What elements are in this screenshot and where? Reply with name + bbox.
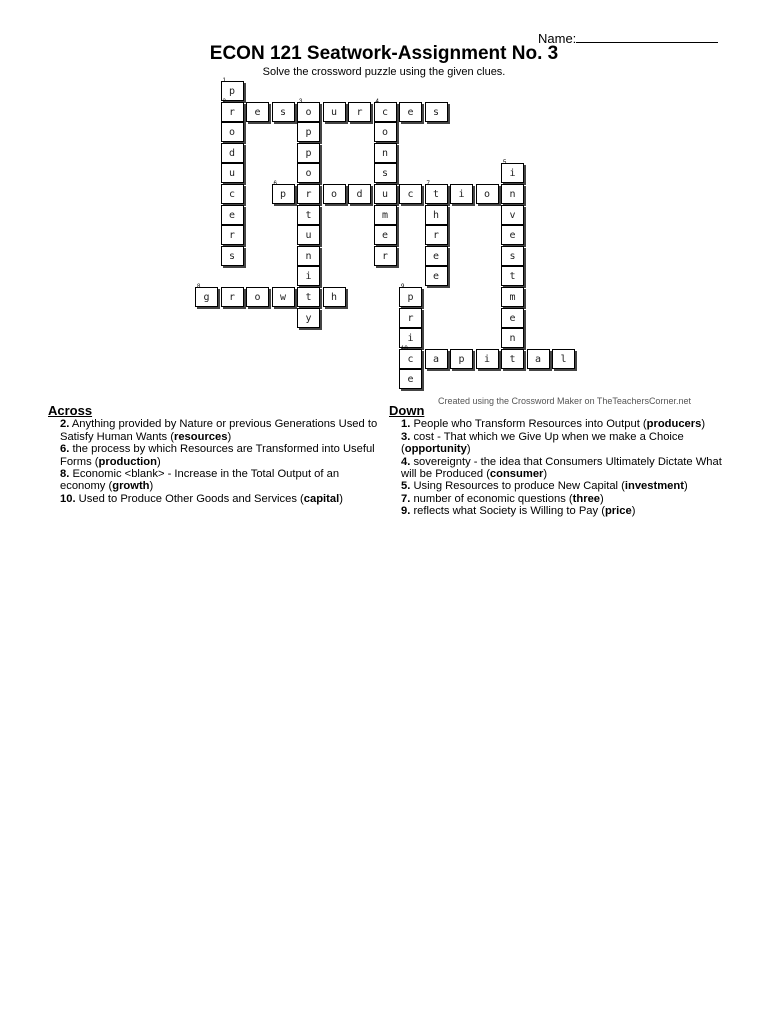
crossword-cell[interactable] bbox=[221, 98, 244, 122]
cell-letter: r bbox=[305, 189, 312, 200]
clue-number: 2 bbox=[222, 98, 226, 105]
crossword-cell[interactable] bbox=[297, 163, 320, 183]
clue-close: ) bbox=[701, 418, 706, 431]
clue-close: ) bbox=[466, 443, 471, 456]
credit-note: Created using the Crossword Maker on TheTeachersCorner.net bbox=[438, 396, 691, 406]
clue-number: 8. bbox=[60, 468, 70, 481]
crossword-cell[interactable] bbox=[297, 225, 320, 245]
cell-letter: s bbox=[228, 250, 236, 262]
cell-letter: o bbox=[305, 106, 312, 118]
crossword-cell[interactable] bbox=[399, 284, 422, 307]
cell-letter: r bbox=[356, 106, 363, 118]
crossword-cell[interactable] bbox=[348, 184, 371, 204]
cell-letter: e bbox=[432, 250, 440, 262]
crossword-cell[interactable] bbox=[195, 284, 218, 307]
crossword-cell[interactable] bbox=[297, 246, 320, 266]
clue-text: sovereignty - the idea that Consumers Ultimately Dictate What will be Produced ( bbox=[401, 455, 722, 481]
crossword-cell[interactable] bbox=[476, 184, 499, 204]
crossword-cell[interactable] bbox=[374, 246, 397, 266]
crossword-cell[interactable] bbox=[297, 266, 320, 286]
crossword-cell[interactable] bbox=[425, 102, 448, 122]
cell-letter: n bbox=[381, 147, 389, 159]
crossword-cell[interactable] bbox=[323, 102, 346, 122]
cell-letter: m bbox=[381, 209, 389, 221]
crossword-cell[interactable] bbox=[221, 163, 244, 183]
clue-number: 1 bbox=[222, 78, 226, 84]
cell-letter: e bbox=[432, 271, 440, 283]
clue-item bbox=[60, 443, 383, 468]
crossword-cell[interactable] bbox=[450, 184, 473, 204]
crossword-cell[interactable] bbox=[272, 181, 295, 204]
down-clue-list bbox=[389, 418, 729, 517]
crossword-cell[interactable] bbox=[425, 349, 448, 369]
cell-letter: c bbox=[407, 189, 414, 200]
crossword-cell[interactable] bbox=[399, 308, 422, 328]
cell-letter: w bbox=[279, 292, 287, 303]
crossword-cell[interactable] bbox=[501, 225, 524, 245]
cell-letter: t bbox=[432, 189, 440, 200]
clue-answer: capital bbox=[303, 492, 340, 505]
crossword-cell[interactable] bbox=[221, 246, 244, 266]
cell-letter: i bbox=[407, 333, 414, 345]
across-clues bbox=[48, 405, 383, 505]
clue-answer: investment bbox=[624, 480, 684, 493]
clue-item bbox=[401, 456, 729, 481]
cell-letter: h bbox=[330, 292, 338, 303]
crossword-cell[interactable] bbox=[501, 184, 524, 204]
cell-letter: g bbox=[203, 292, 210, 303]
clue-text: reflects what Society is Willing to Pay ( bbox=[410, 505, 605, 518]
clue-number: 5. bbox=[401, 480, 411, 493]
crossword-cell[interactable] bbox=[450, 349, 473, 369]
crossword-cell[interactable] bbox=[552, 349, 575, 369]
clue-close: ) bbox=[339, 492, 343, 505]
cell-letter: s bbox=[432, 106, 440, 118]
down-clues bbox=[389, 405, 729, 518]
cell-letter: i bbox=[483, 353, 491, 365]
clue-answer: producers bbox=[646, 418, 702, 431]
page-title: ECON 121 Seatwork-Assignment No. 3 bbox=[209, 43, 559, 64]
cell-letter: o bbox=[330, 189, 338, 200]
cell-letter: u bbox=[381, 189, 389, 200]
name-label: Name: bbox=[538, 31, 577, 46]
cell-letter: d bbox=[356, 189, 363, 200]
clue-item bbox=[401, 431, 729, 456]
clue-close: ) bbox=[149, 480, 154, 493]
clue-item bbox=[401, 505, 729, 517]
cell-letter: p bbox=[305, 127, 312, 139]
crossword-cell[interactable] bbox=[425, 225, 448, 245]
cell-letter: i bbox=[305, 271, 312, 283]
crossword-cell[interactable] bbox=[297, 205, 320, 225]
crossword-cell[interactable] bbox=[272, 102, 295, 122]
cell-letter: y bbox=[305, 312, 312, 324]
cell-letter: e bbox=[228, 209, 236, 221]
cell-letter: o bbox=[305, 168, 312, 180]
crossword-cell[interactable] bbox=[501, 349, 524, 369]
clue-number: 10 bbox=[401, 345, 408, 352]
clue-answer: production bbox=[98, 455, 157, 468]
crossword-cell[interactable] bbox=[501, 160, 524, 183]
crossword-cell[interactable] bbox=[221, 143, 244, 163]
clue-text: Anything provided by Nature or previous Generations Used to Satisfy Human Wants ( bbox=[60, 418, 378, 443]
cell-letter: n bbox=[509, 189, 516, 200]
cell-letter: d bbox=[228, 147, 236, 159]
crossword-cell[interactable] bbox=[425, 181, 448, 204]
cell-letter: s bbox=[279, 106, 287, 118]
cell-letter: e bbox=[381, 230, 389, 242]
crossword-cell[interactable] bbox=[374, 163, 397, 183]
crossword-cell[interactable] bbox=[527, 349, 550, 369]
cell-letter: c bbox=[381, 106, 389, 118]
crossword-cell[interactable] bbox=[374, 205, 397, 225]
clue-number: 4 bbox=[375, 98, 379, 105]
cell-letter: r bbox=[228, 106, 236, 118]
clue-answer: opportunity bbox=[404, 443, 467, 456]
cell-letter: o bbox=[254, 292, 261, 303]
clue-answer: price bbox=[604, 505, 632, 518]
down-heading: Down bbox=[389, 403, 425, 418]
cell-letter: e bbox=[407, 106, 414, 118]
cell-letter: p bbox=[228, 86, 236, 97]
crossword-cell[interactable] bbox=[221, 205, 244, 225]
cell-letter: t bbox=[305, 209, 312, 221]
across-heading: Across bbox=[48, 403, 93, 418]
clue-number: 9. bbox=[401, 505, 411, 518]
cell-letter: t bbox=[305, 292, 312, 303]
crossword-cell[interactable] bbox=[501, 308, 524, 328]
crossword-cell[interactable] bbox=[221, 287, 244, 307]
crossword-cell[interactable] bbox=[323, 184, 346, 204]
cell-letter: u bbox=[228, 168, 236, 180]
crossword-cell[interactable] bbox=[501, 205, 524, 225]
cell-letter: r bbox=[228, 230, 236, 242]
cell-letter: e bbox=[509, 230, 516, 242]
cell-letter: u bbox=[305, 230, 312, 242]
cell-letter: m bbox=[509, 292, 516, 303]
clue-item bbox=[60, 418, 383, 443]
cell-letter: h bbox=[432, 209, 440, 221]
cell-letter: l bbox=[560, 353, 567, 365]
crossword-cell[interactable] bbox=[297, 184, 320, 204]
clue-text: Using Resources to produce New Capital ( bbox=[410, 480, 625, 493]
clue-close: ) bbox=[631, 505, 636, 518]
crossword-cell[interactable] bbox=[297, 143, 320, 163]
crossword-cell[interactable] bbox=[374, 225, 397, 245]
clue-close: ) bbox=[227, 430, 232, 443]
clue-answer: resources bbox=[173, 430, 228, 443]
clue-number: 10. bbox=[60, 492, 76, 505]
clue-answer: three bbox=[572, 492, 601, 505]
cell-letter: e bbox=[407, 374, 414, 386]
cell-letter: a bbox=[432, 353, 440, 365]
cell-letter: p bbox=[305, 147, 312, 159]
clue-number: 5 bbox=[503, 160, 507, 167]
crossword-cell[interactable] bbox=[297, 98, 320, 122]
crossword-cell[interactable] bbox=[501, 328, 524, 348]
crossword-grid bbox=[0, 0, 768, 400]
clue-number: 4. bbox=[401, 455, 411, 468]
crossword-cell[interactable] bbox=[501, 246, 524, 266]
cell-letter: s bbox=[509, 250, 516, 262]
crossword-cell[interactable] bbox=[425, 246, 448, 266]
clue-text: the process by which Resources are Transformed into Useful Forms ( bbox=[60, 443, 375, 468]
cell-letter: i bbox=[458, 189, 465, 200]
clue-number: 6. bbox=[60, 443, 70, 456]
crossword-cell[interactable] bbox=[246, 287, 269, 307]
clue-number: 8 bbox=[197, 284, 201, 290]
crossword-cell[interactable] bbox=[221, 184, 244, 204]
crossword-cell[interactable] bbox=[425, 205, 448, 225]
cell-letter: t bbox=[509, 353, 516, 365]
cell-letter: u bbox=[330, 106, 338, 118]
crossword-cell[interactable] bbox=[476, 349, 499, 369]
clue-text: People who Transform Resources into Output ( bbox=[410, 418, 647, 431]
crossword-cell[interactable] bbox=[374, 184, 397, 204]
cell-letter: i bbox=[509, 168, 516, 180]
clue-item bbox=[401, 493, 729, 505]
clue-text: cost - That which we Give Up when we make a Choice ( bbox=[401, 430, 684, 456]
clue-number: 1. bbox=[401, 418, 411, 431]
clue-text: Economic <blank> - Increase in the Total Output of an economy ( bbox=[60, 468, 340, 493]
cell-letter: c bbox=[228, 189, 236, 200]
across-clue-list bbox=[48, 418, 383, 505]
clue-number: 7 bbox=[426, 181, 430, 187]
crossword-cell[interactable] bbox=[297, 122, 320, 142]
cell-letter: o bbox=[228, 127, 236, 139]
clue-item bbox=[60, 468, 383, 493]
cell-letter: o bbox=[483, 189, 491, 200]
cell-letter: r bbox=[228, 292, 236, 303]
crossword-cell[interactable] bbox=[348, 102, 371, 122]
crossword-cell[interactable] bbox=[501, 287, 524, 307]
clue-number: 3 bbox=[299, 98, 303, 105]
crossword-cell[interactable] bbox=[374, 122, 397, 142]
cell-letter: n bbox=[509, 333, 516, 345]
clue-number: 7. bbox=[401, 492, 411, 505]
clue-number: 2. bbox=[60, 418, 70, 431]
crossword-cell[interactable] bbox=[399, 102, 422, 122]
cell-letter: o bbox=[381, 127, 389, 139]
crossword-cell[interactable] bbox=[399, 369, 422, 389]
cell-letter: s bbox=[381, 168, 389, 180]
clue-number: 9 bbox=[401, 284, 405, 290]
clue-item bbox=[401, 418, 729, 430]
crossword-cell[interactable] bbox=[399, 345, 422, 369]
clue-text: Used to Produce Other Goods and Services ( bbox=[75, 492, 304, 505]
clue-close: ) bbox=[543, 468, 548, 481]
clue-text: number of economic questions ( bbox=[410, 492, 573, 505]
clue-close: ) bbox=[683, 480, 688, 493]
cell-letter: r bbox=[432, 230, 440, 242]
cell-letter: p bbox=[279, 189, 287, 200]
cell-letter: p bbox=[458, 353, 465, 365]
page-subtitle: Solve the crossword puzzle using the given clues. bbox=[262, 66, 506, 78]
crossword-cell[interactable] bbox=[246, 102, 269, 122]
cell-letter: t bbox=[509, 271, 516, 283]
clue-number: 3. bbox=[401, 430, 411, 443]
crossword-cell[interactable] bbox=[323, 287, 346, 307]
cell-letter: p bbox=[407, 292, 414, 303]
clue-item bbox=[401, 480, 729, 492]
clue-item bbox=[60, 493, 383, 505]
crossword-cell[interactable] bbox=[425, 266, 448, 286]
crossword-cell[interactable] bbox=[221, 225, 244, 245]
cell-letter: e bbox=[254, 106, 261, 118]
clue-close: ) bbox=[156, 455, 161, 468]
crossword-cell[interactable] bbox=[272, 287, 295, 307]
crossword-cell[interactable] bbox=[374, 143, 397, 163]
clue-close: ) bbox=[600, 492, 604, 505]
crossword-cell[interactable] bbox=[297, 287, 320, 307]
cell-letter: v bbox=[509, 209, 516, 221]
crossword-cell[interactable] bbox=[501, 266, 524, 286]
crossword-cell[interactable] bbox=[374, 98, 397, 122]
clue-answer: consumer bbox=[489, 468, 544, 481]
cell-letter: c bbox=[407, 353, 414, 365]
crossword-cell[interactable] bbox=[221, 122, 244, 142]
cell-letter: a bbox=[534, 353, 542, 365]
crossword-cell[interactable] bbox=[297, 308, 320, 328]
cell-letter: e bbox=[509, 312, 516, 324]
clue-answer: growth bbox=[112, 480, 150, 493]
crossword-cell[interactable] bbox=[399, 184, 422, 204]
cell-letter: n bbox=[305, 250, 312, 262]
cell-letter: r bbox=[407, 312, 414, 324]
cell-letter: r bbox=[381, 250, 389, 262]
clue-number: 6 bbox=[273, 181, 277, 187]
